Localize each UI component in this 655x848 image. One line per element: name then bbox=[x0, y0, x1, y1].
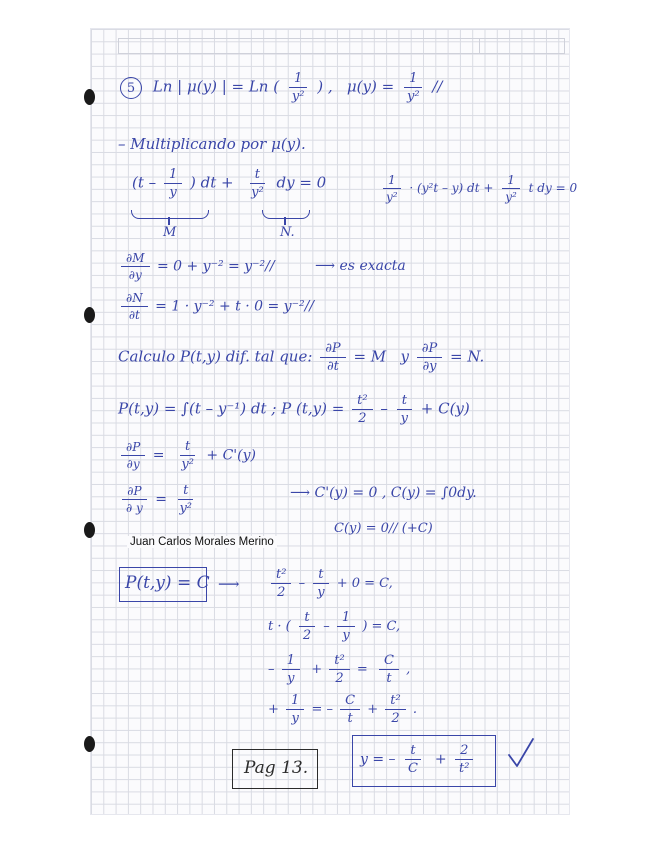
solution-step-2: t · ( $\frac{t}{2}$ – $\frac{1}{y}$ ) = C, bbox=[268, 610, 401, 643]
fraction: $\frac{\partial N}{\partial t}$ bbox=[121, 292, 148, 321]
fraction: $\frac{\text{t²}}{2}$ bbox=[271, 568, 291, 599]
final-answer: y = – $\frac{t}{C}$ + $\frac{2}{\text{t²}}$ bbox=[360, 744, 477, 775]
fraction: $\frac{\text{t²}}{2}$ bbox=[352, 394, 372, 425]
brace-m bbox=[131, 210, 209, 219]
fraction: $\frac{C}{t}$ bbox=[340, 694, 360, 725]
fraction: $\frac{1}{y}$ bbox=[164, 168, 182, 199]
fraction: $\frac{t}{y}$ bbox=[396, 394, 413, 425]
fraction: $\frac{\text{t²}}{2}$ bbox=[385, 694, 405, 725]
brace-label-m: M bbox=[163, 225, 177, 240]
fraction: $\frac{t}{\text{y²}}$ bbox=[251, 167, 264, 200]
fraction: $\frac{t}{\text{y²}}$ bbox=[181, 439, 194, 472]
fraction: $\frac{1}{y}$ bbox=[337, 611, 355, 642]
problem-number: 5 bbox=[120, 77, 142, 99]
checkmark-icon bbox=[507, 737, 535, 769]
mu-definition: μ(y) = bbox=[346, 77, 395, 96]
fraction: $\frac{t}{2}$ bbox=[298, 611, 316, 642]
integral-line: P(t,y) = ∫(t – y⁻¹) dt ; P (t,y) = $\frac{\text{t²}}{2}$ – $\frac{t}{y}$ + C(y) bbox=[118, 393, 470, 426]
binder-hole bbox=[84, 522, 95, 538]
header-strip bbox=[118, 38, 565, 54]
ln-mu-text: Ln | μ(y) | = Ln ( bbox=[152, 77, 280, 96]
fraction: $\frac{\partial M}{\partial y}$ bbox=[121, 252, 150, 281]
binder-hole bbox=[84, 736, 95, 752]
binder-hole bbox=[84, 307, 95, 323]
fraction: $\frac{\partial P}{\partial y}$ bbox=[121, 485, 148, 514]
c-result: C(y) = 0// (+C) bbox=[334, 521, 433, 536]
fraction: $\frac{1}{\text{y²}}$ bbox=[402, 72, 425, 103]
brace-label-n: N. bbox=[280, 225, 295, 240]
derivative-line-2: $\frac{\partial P}{\partial y}$ = $\frac{t}{\text{y²}}$ bbox=[118, 484, 200, 515]
solution-step-1: $\frac{\text{t²}}{2}$ – $\frac{t}{y}$ + 0 = C, bbox=[268, 568, 393, 599]
multiply-label: – Multiplicando por μ(y). bbox=[118, 135, 306, 153]
solution-step-4: + $\frac{1}{y}$ = – $\frac{C}{t}$ + $\frac{\text{t²}}{2}$ . bbox=[268, 693, 417, 726]
exact-equation: (t – $\frac{1}{y}$ ) dt + $\frac{t}{\text{y²}}$ dy = 0 bbox=[132, 167, 327, 200]
potential-equation: P(t,y) = C bbox=[125, 573, 210, 593]
fraction: $\frac{1}{\text{y²}}$ bbox=[381, 174, 403, 203]
fraction: $\frac{\partial P}{\partial t}$ bbox=[320, 342, 345, 373]
binder-hole bbox=[84, 89, 95, 105]
fraction: $\frac{1}{\text{y²}}$ bbox=[287, 72, 310, 103]
fraction: $\frac{t}{\text{y²}}$ bbox=[179, 483, 193, 516]
solution-step-3: – $\frac{1}{y}$ + $\frac{\text{t²}}{2}$ = $\frac{C}{t}$ , bbox=[268, 653, 411, 686]
fraction: $\frac{t}{y}$ bbox=[312, 568, 329, 599]
derivative-line: $\frac{\partial P}{\partial y}$ = $\frac{t}{\text{y²}}$ + C'(y) bbox=[118, 440, 256, 471]
fraction: $\frac{1}{y}$ bbox=[286, 694, 304, 725]
fraction: $\frac{C}{t}$ bbox=[379, 654, 399, 685]
page-number: Pag 13. bbox=[244, 758, 309, 778]
partial-m: $\frac{\partial M}{\partial y}$ = 0 + y⁻² = y⁻²// bbox=[118, 252, 275, 281]
fraction: $\frac{2}{\text{t²}}$ bbox=[454, 744, 474, 775]
problem-line: 5 Ln | μ(y) | = Ln ( $\frac{1}{\text{y²}}$ ) , μ(y) = $\frac{1}{\text{y²}}$ // bbox=[120, 72, 442, 103]
arrow-icon: ⟶ bbox=[218, 575, 240, 593]
author-caption: Juan Carlos Morales Merino bbox=[127, 536, 277, 548]
fraction: $\frac{\text{t²}}{2}$ bbox=[329, 654, 349, 685]
fraction: $\frac{t}{C}$ bbox=[403, 744, 423, 775]
brace-n bbox=[262, 210, 310, 219]
c-prime-result: ⟶ C'(y) = 0 , C(y) = ∫0dy. bbox=[290, 485, 477, 501]
fraction: $\frac{1}{y}$ bbox=[282, 654, 300, 685]
fraction: $\frac{1}{\text{y²}}$ bbox=[500, 174, 522, 203]
fraction: $\frac{\partial P}{\partial y}$ bbox=[121, 441, 145, 470]
multiplied-equation: $\frac{1}{\text{y²}}$ · (y²t – y) dt + $\frac{1}{\text{y²}}$ t dy = 0 bbox=[378, 174, 577, 203]
calc-line: Calculo P(t,y) dif. tal que: $\frac{\partial P}{\partial t}$ = M y $\frac{\partial P}{\partial y}$ = N. bbox=[118, 341, 485, 374]
fraction: $\frac{\partial P}{\partial y}$ bbox=[417, 342, 442, 373]
exact-note: ⟶ es exacta bbox=[315, 258, 406, 274]
partial-n: $\frac{\partial N}{\partial t}$ = 1 · y⁻² + t · 0 = y⁻²// bbox=[118, 292, 314, 321]
